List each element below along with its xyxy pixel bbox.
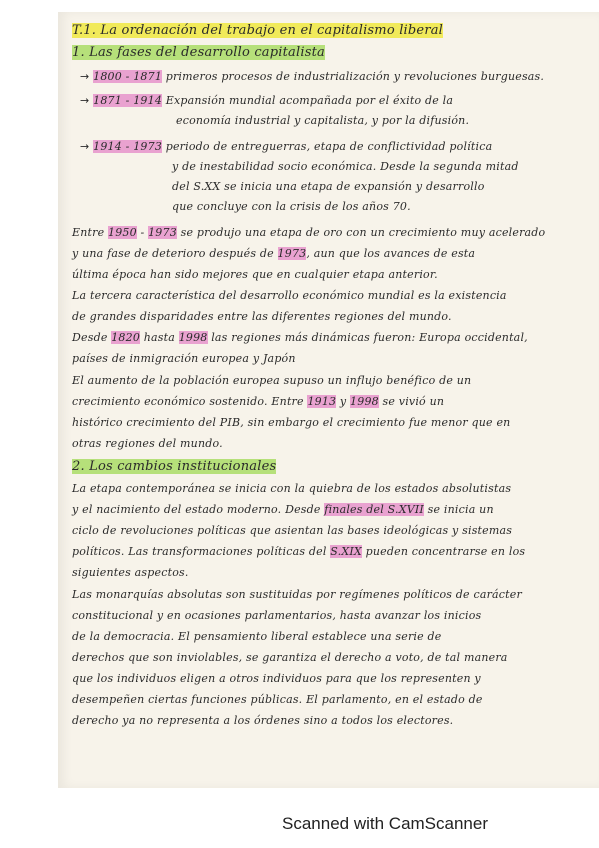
item-text: periodo de entreguerras, etapa de conflictividad política [165, 140, 493, 153]
paragraph-line: El aumento de la población europea supuso un influjo benéfico de un [72, 374, 472, 387]
item-text-continued: economía industrial y capitalista, y por la difusión. [176, 114, 470, 127]
period-label: 1800 - 1871 [93, 70, 163, 83]
text: se produjo una etapa de oro con un crecimiento muy acelerado [176, 226, 546, 239]
paragraph-line [72, 226, 592, 240]
year-highlight: 1973 [148, 226, 177, 239]
paragraph-line: de la democracia. El pensamiento liberal establece una serie de [72, 630, 442, 643]
text: pueden concentrarse en los [361, 545, 526, 558]
paragraph-line [72, 545, 592, 559]
arrow-right-icon: → [80, 140, 90, 153]
text: las regiones más dinámicas fueron: Europa occidental, [207, 331, 528, 344]
arrow-right-icon: → [80, 94, 90, 107]
paragraph-line: La etapa contemporánea se inicia con la quiebra de los estados absolutistas [72, 482, 512, 495]
item-text-continued: y de inestabilidad socio económica. Desde la segunda mitad [172, 160, 519, 173]
list-item [80, 70, 599, 84]
paragraph-line: de grandes disparidades entre las diferentes regiones del mundo. [72, 310, 452, 323]
title-text: T.1. La ordenación del trabajo en el capitalismo liberal [72, 23, 444, 38]
century-highlight: finales del S.XVII [324, 503, 424, 516]
year-highlight: 1820 [111, 331, 141, 344]
paragraph-line: derechos que son inviolables, se garantiza el derecho a voto, de tal manera [72, 651, 508, 664]
section-2-heading-text: 2. Los cambios institucionales [72, 459, 277, 474]
paragraph-line: siguientes aspectos. [72, 566, 189, 579]
paragraph-line: La tercera característica del desarrollo económico mundial es la existencia [72, 289, 507, 302]
paragraph-line: histórico crecimiento del PIB, sin embargo el crecimiento fue menor que en [72, 416, 511, 429]
text: Entre [72, 226, 108, 239]
text: y [336, 395, 351, 408]
item-text: Expansión mundial acompañada por el éxito de la [165, 94, 454, 107]
text: hasta [140, 331, 179, 344]
year-highlight: 1973 [277, 247, 307, 260]
paragraph-line: derecho ya no representa a los órdenes sino a todos los electores. [72, 714, 454, 727]
century-highlight: S.XIX [330, 545, 362, 558]
section-1-heading [72, 46, 592, 60]
paragraph-line [72, 395, 592, 409]
text: , aun que los avances de esta [306, 247, 476, 260]
text: y el nacimiento del estado moderno. Desde [72, 503, 325, 516]
year-highlight: 1950 [108, 226, 137, 239]
paragraph-line [72, 503, 592, 517]
year-highlight: 1913 [307, 395, 337, 408]
text: se vivió un [378, 395, 445, 408]
list-item [80, 140, 599, 154]
paragraph-line [72, 247, 592, 261]
item-text-continued: del S.XX se inicia una etapa de expansión y desarrollo [172, 180, 485, 193]
paragraph-line: otras regiones del mundo. [72, 437, 223, 450]
scanner-watermark: Scanned with CamScanner [282, 814, 489, 833]
paragraph-line: Las monarquías absolutas son sustituidas por regímenes políticos de carácter [72, 588, 522, 601]
paragraph-line: países de inmigración europea y Japón [72, 352, 296, 365]
arrow-right-icon: → [80, 70, 90, 83]
text: se inicia un [423, 503, 494, 516]
paragraph-line: que los individuos eligen a otros individuos para que los representen y [72, 672, 481, 685]
text: y una fase de deterioro después de [72, 247, 278, 260]
text: - [136, 226, 149, 239]
section-2-heading [72, 460, 592, 474]
paragraph-line: desempeñen ciertas funciones públicas. El parlamento, en el estado de [72, 693, 483, 706]
paragraph-line: ciclo de revoluciones políticas que asientan las bases ideológicas y sistemas [72, 524, 513, 537]
text: políticos. Las transformaciones políticas del [72, 545, 331, 558]
list-item [80, 94, 599, 108]
period-label: 1914 - 1973 [93, 140, 163, 153]
text: crecimiento económico sostenido. Entre [72, 395, 308, 408]
year-highlight: 1998 [178, 331, 208, 344]
paragraph-line [72, 331, 592, 345]
item-text-continued: que concluye con la crisis de los años 70. [172, 200, 411, 213]
page-title [72, 24, 592, 38]
period-label: 1871 - 1914 [93, 94, 163, 107]
year-highlight: 1998 [350, 395, 379, 408]
item-text: primeros procesos de industrialización y revoluciones burguesas. [165, 70, 545, 83]
paragraph-line: constitucional y en ocasiones parlamentarios, hasta avanzar los inicios [72, 609, 482, 622]
section-1-heading-text: 1. Las fases del desarrollo capitalista [72, 45, 325, 60]
text: Desde [72, 331, 112, 344]
paragraph-line: última época han sido mejores que en cualquier etapa anterior. [72, 268, 438, 281]
